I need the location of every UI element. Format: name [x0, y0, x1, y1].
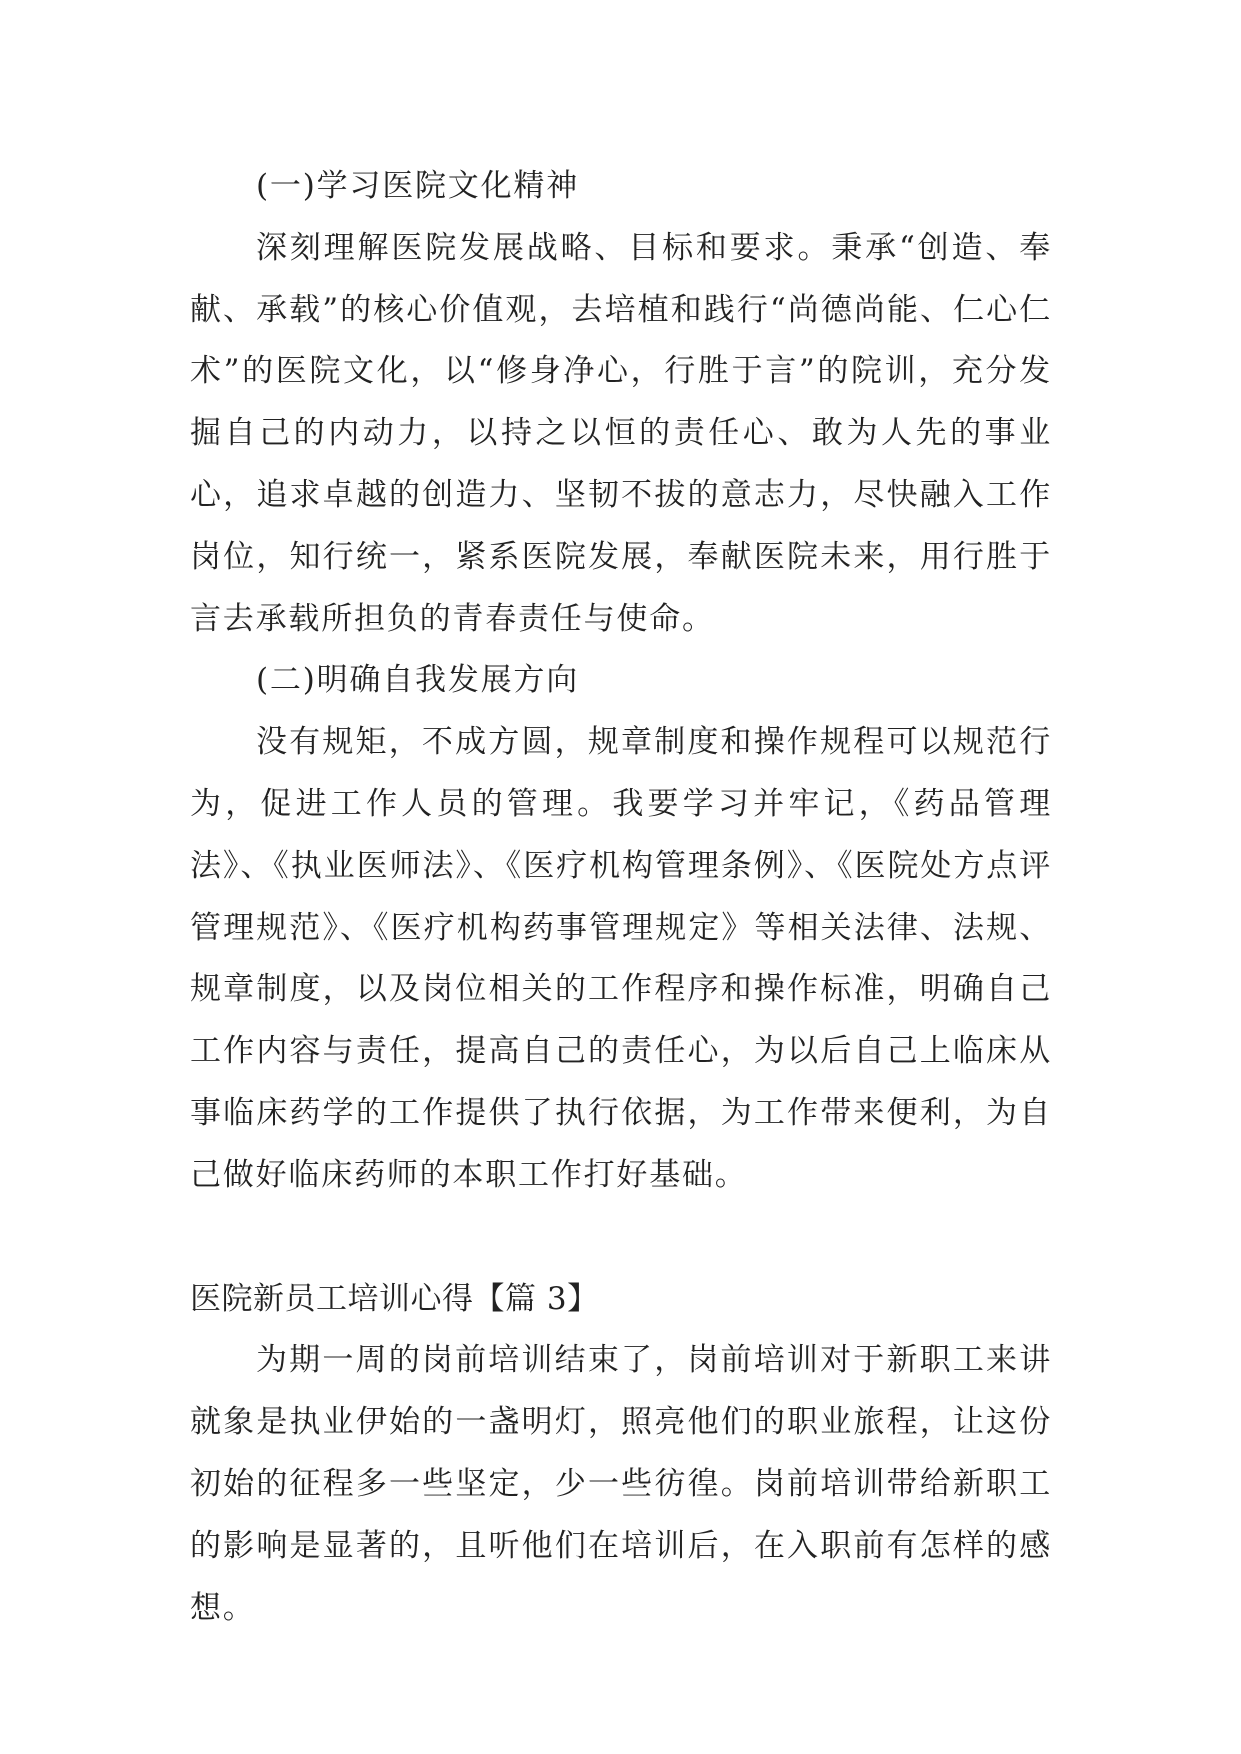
paragraph-part3: 为期一周的岗前培训结束了，岗前培训对于新职工来讲就象是执业伊始的一盏明灯，照亮他们的职业旅程，让这份初始的征程多一些坚定，少一些彷徨。岗前培训带给新职工的影响是显著的，且听他们在培训后，在入职前有怎样的感想。	[190, 1342, 1052, 1626]
paragraph-direction: 没有规矩，不成方圆，规章制度和操作规程可以规范行为，促进工作人员的管理。我要学习并牢记，《药品管理法》、《执业医师法》、《医疗机构管理条例》、《医院处方点评管理规范》、《医疗机构药事管理规定》等相关法律、法规、规章制度，以及岗位相关的工作程序和操作标准，明确自己工作内容与责任，提高自己的责任心，为以后自己上临床从事临床药学的工作提供了执行依据，为工作带来便利，为自己做好临床药师的本职工作打好基础。	[190, 724, 1052, 1193]
document-body	[190, 156, 1052, 1639]
section-spacer	[190, 1207, 1052, 1269]
paragraph-culture: 深刻理解医院发展战略、目标和要求。秉承“创造、奉献、承载”的核心价值观，去培植和践行“尚德尚能、仁心仁术”的医院文化，以“修身净心，行胜于言”的院训，充分发掘自己的内动力，以持之以恒的责任心、敢为人先的事业心，追求卓越的创造力、坚韧不拔的意志力，尽快融入工作岗位，知行统一，紧系医院发展，奉献医院未来，用行胜于言去承载所担负的青春责任与使命。	[190, 229, 1052, 637]
section-title-part3: 医院新员工培训心得【篇 3】	[190, 1280, 599, 1317]
subheading-direction: (二)明确自我发展方向	[256, 662, 579, 699]
subheading-culture: (一)学习医院文化精神	[256, 168, 579, 204]
